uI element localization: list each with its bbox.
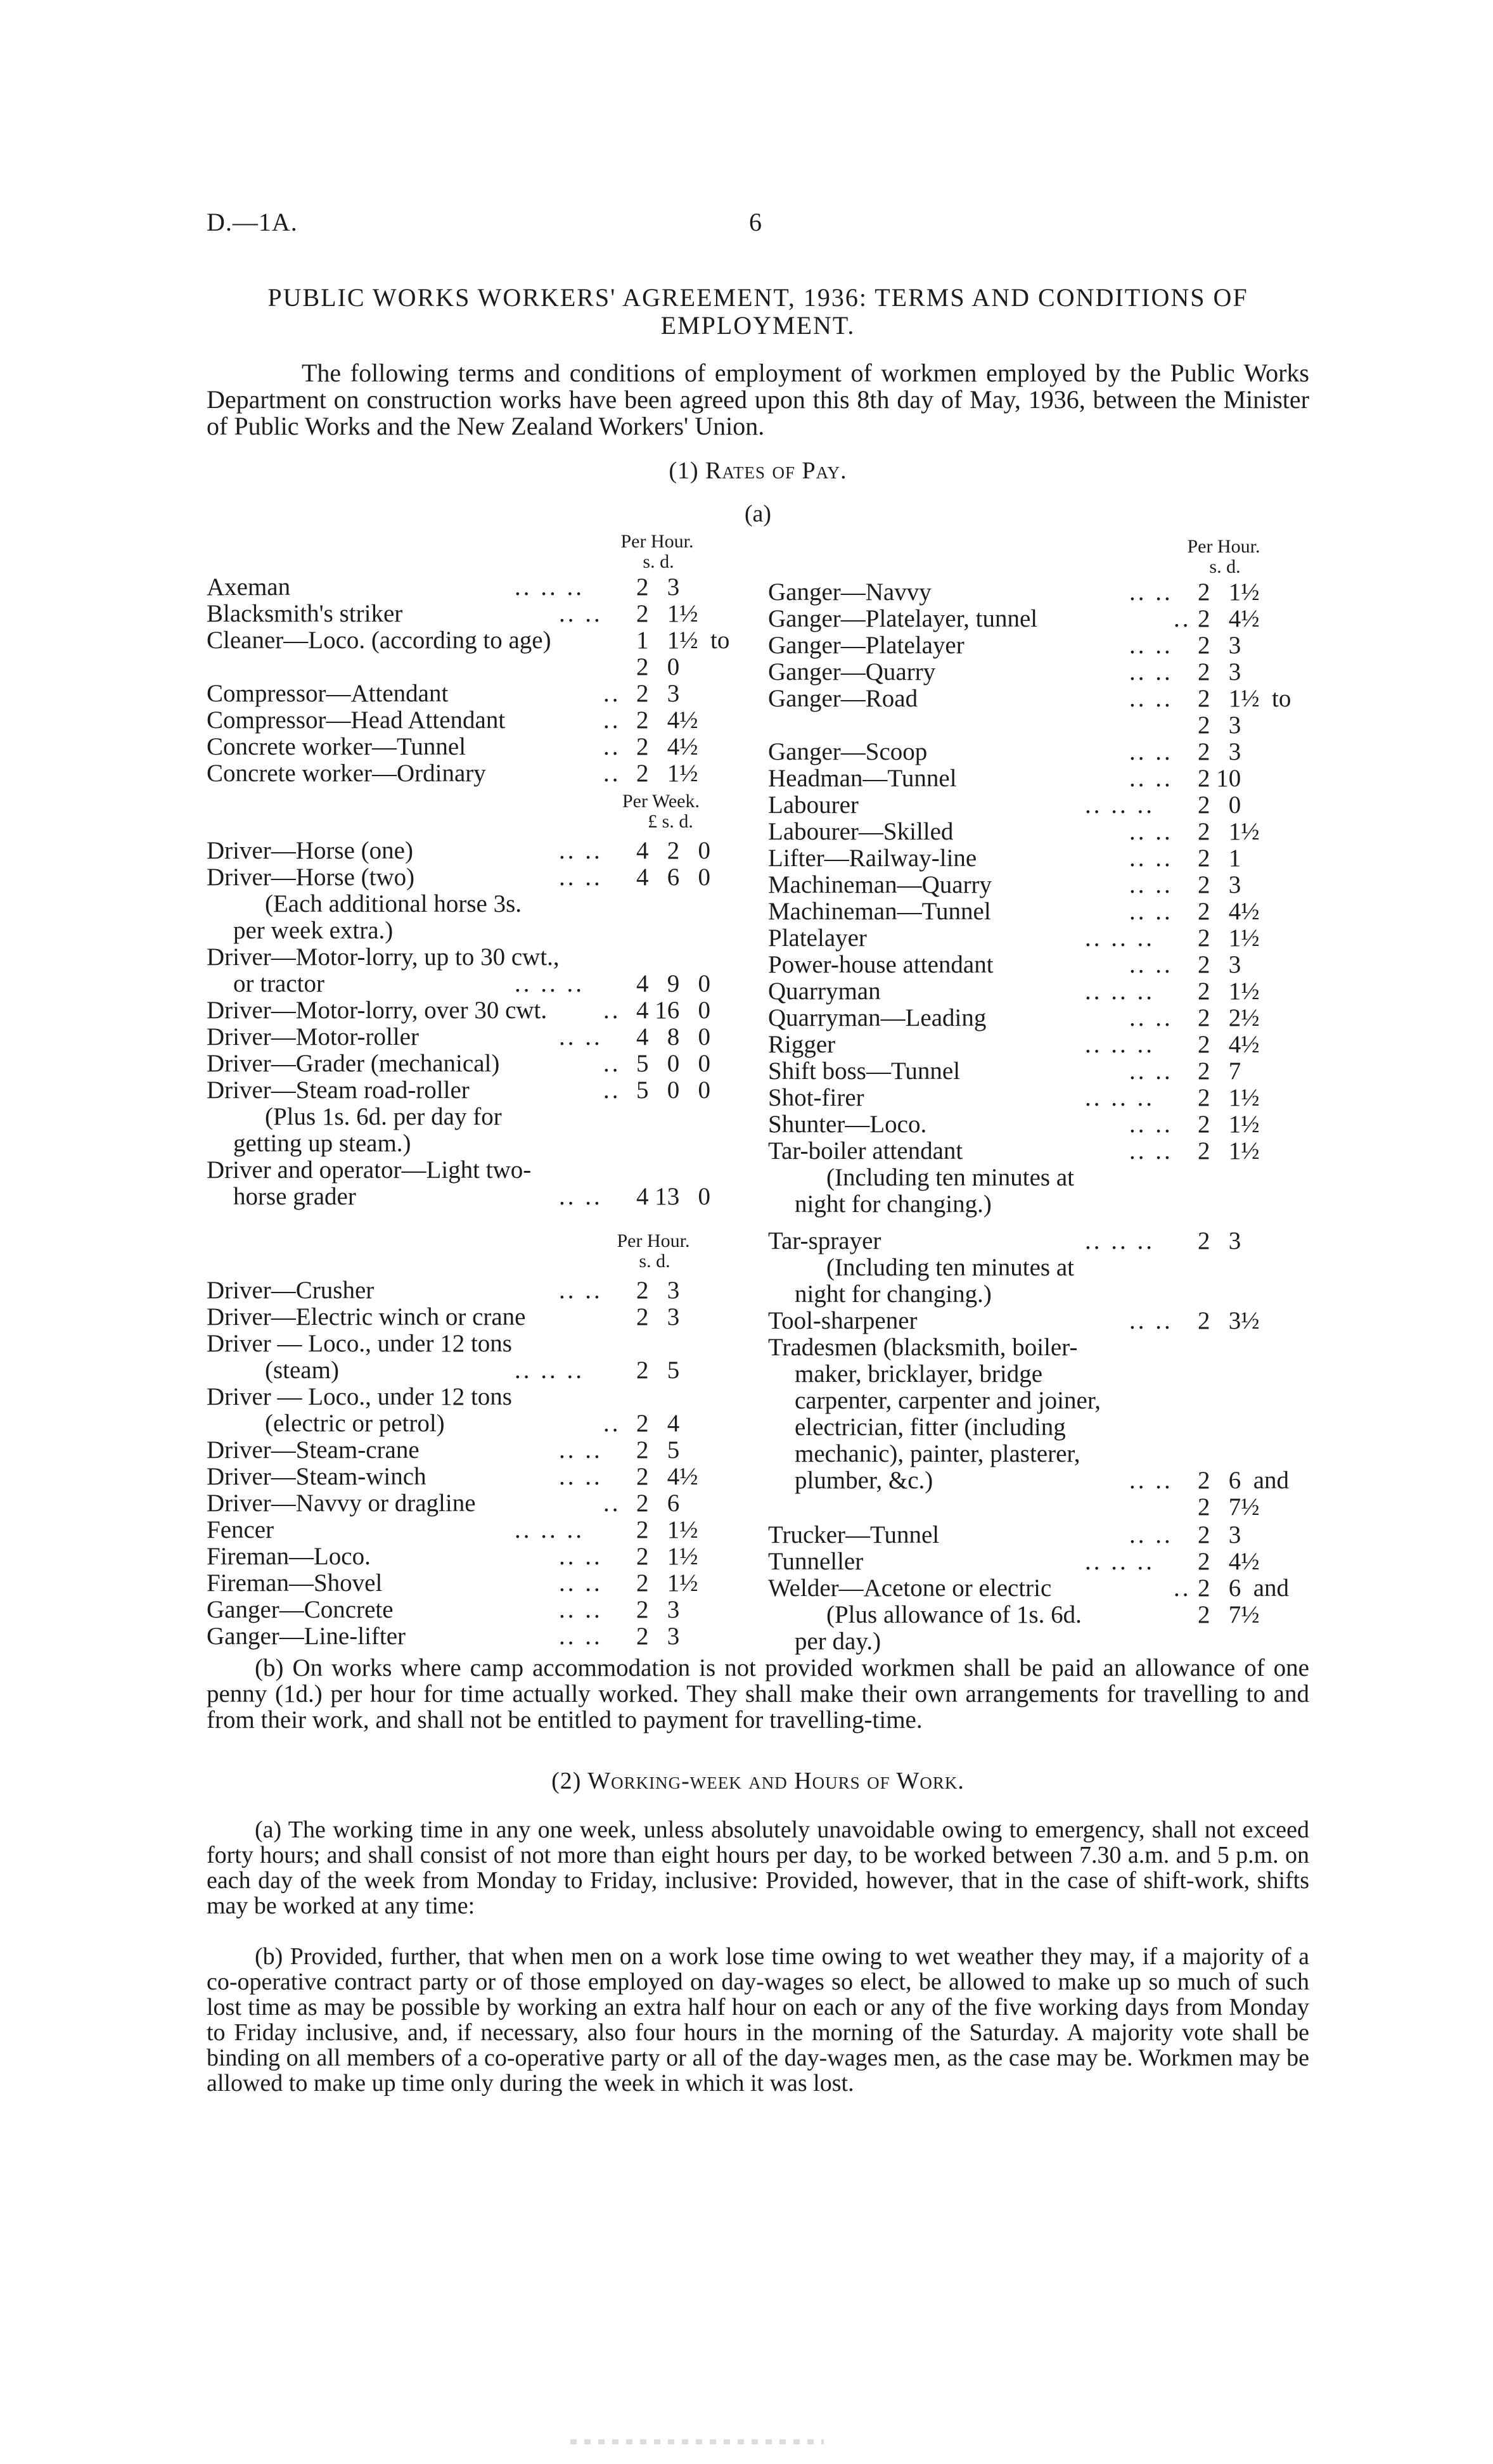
right-rate-value: 2 1½ [1198, 1111, 1260, 1138]
right-rate-value: 2 3 [1198, 658, 1241, 686]
right-leader-dots: .. .. [1129, 632, 1173, 659]
right-item-name: Trucker—Tunnel [768, 1521, 940, 1548]
right-item-name: Lifter—Railway-line [768, 845, 977, 872]
right-leader-dots: .. .. [1129, 871, 1173, 898]
right-rate-value: 2 1½ [1198, 818, 1260, 845]
left-leader-dots: .. [603, 680, 621, 707]
document-title: PUBLIC WORKS WORKERS' AGREEMENT, 1936: TERMS AND CONDITIONS OF EMPLOYMENT. [267, 283, 1248, 340]
right-rate-value: 2 7½ [1198, 1493, 1260, 1521]
left-sd-head-2: s. d. [639, 1251, 670, 1272]
left-lsd-head: £ s. d. [648, 811, 693, 832]
right-item-name: Quarryman [768, 978, 881, 1005]
left-rate-value: 4 16 0 [636, 997, 710, 1024]
right-item-name: Rigger [768, 1031, 836, 1058]
right-item-name: Ganger—Road [768, 685, 918, 712]
left-item-name: Compressor—Head Attendant [207, 706, 506, 734]
left-per-hour-head-2: Per Hour. [617, 1230, 690, 1251]
right-leader-dots: .. .. [1129, 1004, 1173, 1031]
right-item-name: (Plus allowance of 1s. 6d. [826, 1601, 1082, 1628]
left-rate-value: 4 13 0 [636, 1183, 710, 1210]
right-leader-dots: .. .. [1129, 578, 1173, 606]
left-leader-dots: .. .. .. [515, 1356, 584, 1384]
left-item-name: horse grader [233, 1183, 356, 1210]
right-rate-value: 2 3 [1198, 712, 1241, 739]
right-item-name: night for changing.) [795, 1191, 992, 1218]
section-2-heading: (2) Working-week and Hours of Work. [551, 1768, 964, 1794]
left-rate-value: 2 4½ [636, 733, 698, 760]
right-item-name: Labourer—Skilled [768, 818, 954, 845]
left-item-name: Fireman—Loco. [207, 1543, 371, 1570]
page-number: 6 [749, 208, 762, 236]
left-rate-value: 2 4½ [636, 706, 698, 734]
left-leader-dots: .. .. [559, 1596, 603, 1623]
right-rate-value: 2 2½ [1198, 1004, 1260, 1031]
left-rate-value: 2 5 [636, 1436, 680, 1464]
left-rate-value: 2 1½ [636, 600, 698, 627]
right-item-name: Ganger—Platelayer [768, 632, 964, 659]
right-rate-value: 2 1½ [1198, 1137, 1260, 1165]
bottom-decorative-rule [570, 2439, 824, 2444]
right-item-name: Ganger—Navvy [768, 578, 932, 606]
left-rate-value: 4 2 0 [636, 837, 710, 864]
right-leader-dots: .. .. [1129, 1521, 1173, 1548]
right-leader-dots: .. .. [1129, 845, 1173, 872]
right-leader-dots: .. .. [1129, 951, 1173, 978]
left-leader-dots: .. .. [559, 1023, 603, 1050]
subsection-a-label: (a) [744, 501, 772, 527]
left-item-name: Driver—Steam road-roller [207, 1076, 470, 1104]
left-item-name: Driver—Motor-roller [207, 1023, 419, 1050]
right-rate-value: 2 10 [1198, 765, 1241, 792]
right-rate-value: 2 6 and [1198, 1574, 1290, 1602]
right-rate-value: 2 3 [1198, 951, 1241, 978]
intro-paragraph: The following terms and conditions of employment of workmen employed by the Public Works Department on construction works have been agreed upon this 8th day of May, 1936, between the Minister of Public Works and the New Zealand Workers' Union. [207, 359, 1309, 440]
left-rate-value: 4 9 0 [636, 970, 710, 997]
right-leader-dots: .. .. [1129, 898, 1173, 925]
left-item-name: (Plus 1s. 6d. per day for [265, 1103, 502, 1130]
right-item-name: Platelayer [768, 924, 867, 952]
left-leader-dots: .. .. [559, 1277, 603, 1304]
right-leader-dots: .. [1174, 1574, 1191, 1602]
left-leader-dots: .. .. .. [515, 970, 584, 997]
right-rate-value: 2 7 [1198, 1057, 1241, 1085]
left-item-name: Fencer [207, 1516, 274, 1543]
right-item-name: Tar-sprayer [768, 1227, 881, 1254]
paragraph-2b: (b) Provided, further, that when men on a work lose time owing to wet weather they may, if a majority of a co-operative contract party or of those employed on day-wages so elect, be allowed to make up so much of such lost time as may be possible by working an extra half hour on each or any of the five working days from Monday to Friday inclusive, and, if necessary, also four hours in the morning of the Saturday. A majority vote shall be binding on all members of a co-operative party or all of the day-wages men, as the case may be. Workmen may be allowed to make up time only during the week in which it was lost. [207, 1943, 1309, 2097]
left-item-name: Driver—Horse (two) [207, 864, 415, 891]
left-item-name: per week extra.) [233, 917, 394, 944]
right-item-name: carpenter, carpenter and joiner, [795, 1387, 1101, 1414]
right-leader-dots: .. .. [1129, 658, 1173, 686]
paragraph-2a: (a) The working time in any one week, unless absolutely unavoidable owing to emergency, shall not exceed forty hours; and shall consist of not more than eight hours per day, to be worked between 7.30 a.m. and 5 p.m. on each day of the week from Monday to Friday, inclusive: Provided, however, that in the case of shift-work, shifts may be worked at any time: [207, 1816, 1309, 1919]
right-rate-value: 2 4½ [1198, 605, 1260, 632]
right-item-name: per day.) [795, 1628, 881, 1655]
right-rate-value: 2 3 [1198, 738, 1241, 765]
left-rate-value: 2 6 [636, 1490, 680, 1517]
left-item-name: (steam) [265, 1356, 339, 1384]
right-item-name: Shot-firer [768, 1084, 864, 1111]
section-1-heading: (1) Rates of Pay. [669, 457, 847, 484]
right-rate-value: 2 3 [1198, 632, 1241, 659]
left-leader-dots: .. [603, 706, 621, 734]
right-item-name: plumber, &c.) [795, 1467, 933, 1494]
left-item-name: (Each additional horse 3s. [265, 890, 522, 917]
left-sd-head: s. d. [643, 551, 674, 572]
right-item-name: night for changing.) [795, 1280, 992, 1308]
right-item-name: Power-house attendant [768, 951, 994, 978]
left-rate-value: 2 4½ [636, 1463, 698, 1490]
right-item-name: Machineman—Tunnel [768, 898, 991, 925]
right-leader-dots: .. [1174, 605, 1191, 632]
left-item-name: Driver — Loco., under 12 tons [207, 1383, 512, 1410]
right-per-hour-head: Per Hour. [1187, 536, 1260, 557]
right-rate-value: 2 1½ to [1198, 685, 1291, 712]
right-item-name: (Including ten minutes at [826, 1254, 1074, 1281]
left-item-name: Driver—Navvy or dragline [207, 1490, 476, 1517]
left-leader-dots: .. .. [559, 600, 603, 627]
left-rate-value: 2 4 [636, 1410, 680, 1437]
left-leader-dots: .. [603, 997, 621, 1024]
right-item-name: Labourer [768, 791, 859, 819]
right-leader-dots: .. .. .. [1085, 1227, 1155, 1254]
left-rate-value: 5 0 0 [636, 1076, 710, 1104]
left-item-name: Driver—Steam-crane [207, 1436, 420, 1464]
right-item-name: Machineman—Quarry [768, 871, 992, 898]
right-item-name: Ganger—Platelayer, tunnel [768, 605, 1038, 632]
left-leader-dots: .. [603, 733, 621, 760]
left-item-name: Cleaner—Loco. (according to age) [207, 627, 551, 654]
document-reference: D.—1A. [207, 208, 298, 236]
right-sd-head: s. d. [1209, 556, 1241, 577]
left-item-name: Driver—Horse (one) [207, 837, 413, 864]
left-item-name: Concrete worker—Tunnel [207, 733, 466, 760]
right-rate-value: 2 1½ [1198, 578, 1260, 606]
left-item-name: Driver—Motor-lorry, up to 30 cwt., [207, 943, 560, 971]
left-leader-dots: .. .. .. [515, 573, 584, 601]
right-leader-dots: .. .. [1129, 765, 1173, 792]
right-rate-value: 2 4½ [1198, 1548, 1260, 1575]
left-per-hour-head: Per Hour. [620, 531, 694, 552]
right-rate-value: 2 3½ [1198, 1307, 1260, 1334]
left-leader-dots: .. .. [559, 1543, 603, 1570]
right-rate-value: 2 6 and [1198, 1467, 1290, 1494]
right-leader-dots: .. .. .. [1085, 1031, 1155, 1058]
right-item-name: Tar-boiler attendant [768, 1137, 963, 1165]
right-rate-value: 2 4½ [1198, 1031, 1260, 1058]
left-leader-dots: .. .. [559, 864, 603, 891]
left-per-week-head: Per Week. [622, 791, 700, 812]
right-item-name: Ganger—Quarry [768, 658, 936, 686]
left-leader-dots: .. [603, 760, 621, 787]
right-item-name: Headman—Tunnel [768, 765, 957, 792]
left-rate-value: 1 1½ to [636, 627, 730, 654]
left-item-name: Concrete worker—Ordinary [207, 760, 486, 787]
right-leader-dots: .. .. [1129, 1467, 1173, 1494]
left-leader-dots: .. .. [559, 1436, 603, 1464]
right-item-name: mechanic), painter, plasterer, [795, 1440, 1080, 1467]
right-leader-dots: .. .. .. [1085, 1548, 1155, 1575]
left-leader-dots: .. [603, 1050, 621, 1077]
left-item-name: Driver—Steam-winch [207, 1463, 426, 1490]
right-item-name: Tool-sharpener [768, 1307, 918, 1334]
right-item-name: (Including ten minutes at [826, 1164, 1074, 1191]
right-item-name: Shunter—Loco. [768, 1111, 927, 1138]
left-item-name: Driver—Electric winch or crane [207, 1303, 526, 1331]
right-leader-dots: .. .. .. [1085, 978, 1155, 1005]
left-item-name: Compressor—Attendant [207, 680, 449, 707]
left-item-name: Driver—Crusher [207, 1277, 375, 1304]
right-rate-value: 2 1 [1198, 845, 1241, 872]
left-rate-value: 2 3 [636, 680, 680, 707]
right-rate-value: 2 3 [1198, 1227, 1241, 1254]
right-rate-value: 2 1½ [1198, 1084, 1260, 1111]
left-rate-value: 4 8 0 [636, 1023, 710, 1050]
right-rate-value: 2 1½ [1198, 978, 1260, 1005]
left-item-name: or tractor [233, 970, 325, 997]
right-leader-dots: .. .. .. [1085, 924, 1155, 952]
left-leader-dots: .. .. [559, 837, 603, 864]
right-leader-dots: .. .. [1129, 1057, 1173, 1085]
left-rate-value: 2 3 [636, 1596, 680, 1623]
left-item-name: Driver and operator—Light two- [207, 1156, 532, 1184]
right-item-name: Ganger—Scoop [768, 738, 928, 765]
left-leader-dots: .. [603, 1076, 621, 1104]
left-item-name: (electric or petrol) [265, 1410, 445, 1437]
left-rate-value: 2 1½ [636, 1569, 698, 1597]
right-rate-value: 2 1½ [1198, 924, 1260, 952]
left-item-name: Ganger—Line-lifter [207, 1623, 406, 1650]
right-leader-dots: .. .. .. [1085, 1084, 1155, 1111]
right-item-name: electrician, fitter (including [795, 1414, 1066, 1441]
left-item-name: Ganger—Concrete [207, 1596, 394, 1623]
left-rate-value: 4 6 0 [636, 864, 710, 891]
left-rate-value: 2 3 [636, 1623, 680, 1650]
left-leader-dots: .. .. [559, 1463, 603, 1490]
left-leader-dots: .. [603, 1490, 621, 1517]
right-item-name: Shift boss—Tunnel [768, 1057, 961, 1085]
left-rate-value: 2 5 [636, 1356, 680, 1384]
right-leader-dots: .. .. [1129, 1307, 1173, 1334]
left-item-name: Blacksmith's striker [207, 600, 403, 627]
right-rate-value: 2 3 [1198, 871, 1241, 898]
left-item-name: Fireman—Shovel [207, 1569, 383, 1597]
left-item-name: Driver—Grader (mechanical) [207, 1050, 500, 1077]
left-leader-dots: .. [603, 1410, 621, 1437]
right-item-name: Tunneller [768, 1548, 864, 1575]
left-rate-value: 2 3 [636, 573, 680, 601]
left-leader-dots: .. .. [559, 1623, 603, 1650]
right-item-name: Welder—Acetone or electric [768, 1574, 1052, 1602]
right-item-name: maker, bricklayer, bridge [795, 1360, 1043, 1388]
right-item-name: Quarryman—Leading [768, 1004, 987, 1031]
right-leader-dots: .. .. .. [1085, 791, 1155, 819]
left-rate-value: 2 1½ [636, 1543, 698, 1570]
left-item-name: Axeman [207, 573, 291, 601]
right-leader-dots: .. .. [1129, 818, 1173, 845]
left-item-name: getting up steam.) [233, 1130, 411, 1157]
left-leader-dots: .. .. [559, 1569, 603, 1597]
left-leader-dots: .. .. [559, 1183, 603, 1210]
right-leader-dots: .. .. [1129, 685, 1173, 712]
right-rate-value: 2 4½ [1198, 898, 1260, 925]
right-leader-dots: .. .. [1129, 738, 1173, 765]
right-rate-value: 2 7½ [1198, 1601, 1260, 1628]
paragraph-1b: (b) On works where camp accommodation is not provided workmen shall be paid an allowance of one penny (1d.) per hour for time actually worked. They shall make their own arrangements for travelling to and from their work, and shall not be entitled to payment for travelling-time. [207, 1654, 1309, 1733]
left-rate-value: 5 0 0 [636, 1050, 710, 1077]
right-item-name: Tradesmen (blacksmith, boiler- [768, 1334, 1078, 1361]
left-rate-value: 2 1½ [636, 760, 698, 787]
left-rate-value: 2 3 [636, 1303, 680, 1331]
left-item-name: Driver—Motor-lorry, over 30 cwt. [207, 997, 548, 1024]
right-rate-value: 2 3 [1198, 1521, 1241, 1548]
left-rate-value: 2 1½ [636, 1516, 698, 1543]
left-item-name: Driver — Loco., under 12 tons [207, 1330, 512, 1357]
left-rate-value: 2 0 [636, 653, 680, 680]
right-leader-dots: .. .. [1129, 1137, 1173, 1165]
right-rate-value: 2 0 [1198, 791, 1241, 819]
left-leader-dots: .. .. .. [515, 1516, 584, 1543]
left-rate-value: 2 3 [636, 1277, 680, 1304]
right-leader-dots: .. .. [1129, 1111, 1173, 1138]
